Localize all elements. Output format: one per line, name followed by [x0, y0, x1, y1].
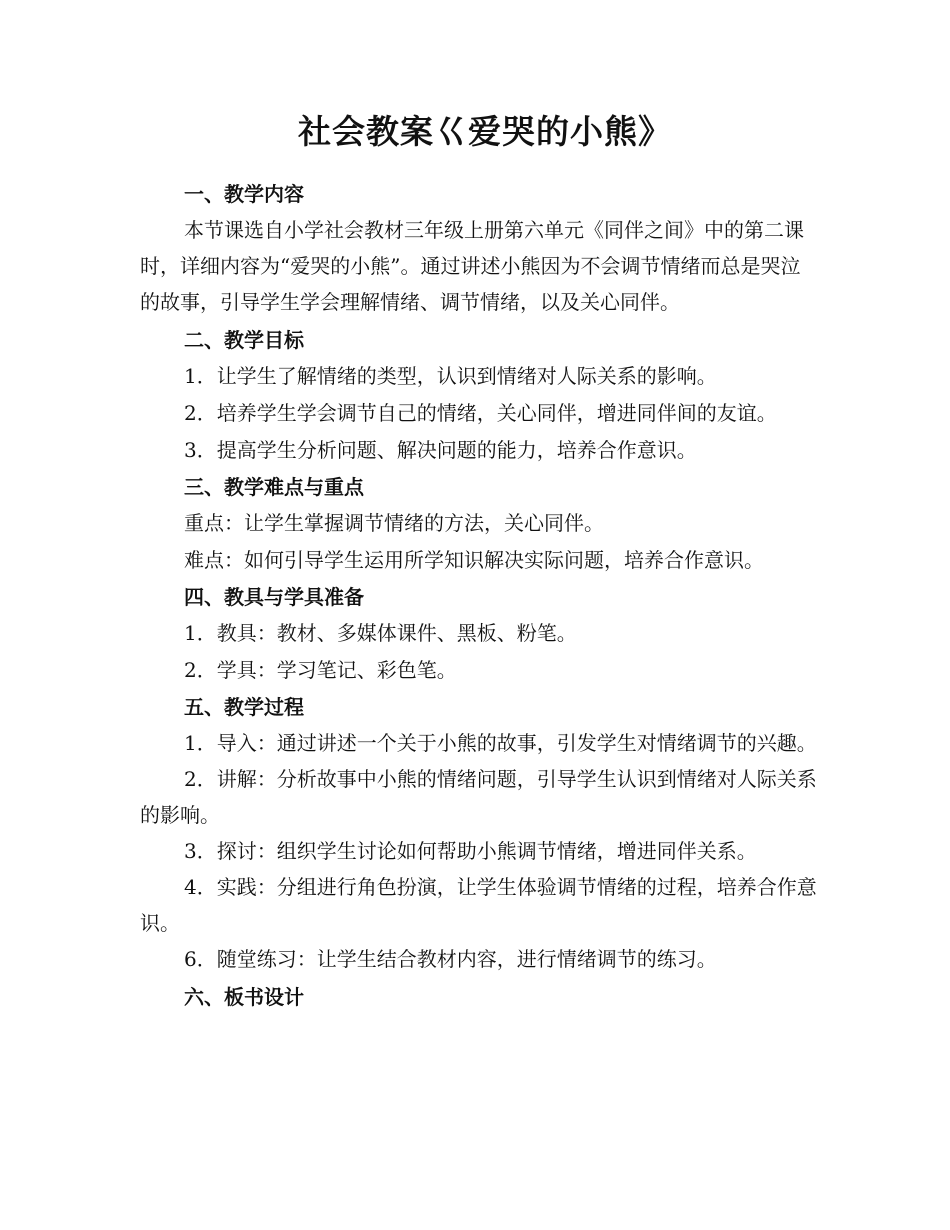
section-heading-materials: 四、教具与学具准备: [184, 585, 364, 609]
section-heading-content: 一、教学内容: [184, 182, 304, 206]
list-item: 3．探讨：组织学生讨论如何帮助小熊调节情绪，增进同伴关系。: [184, 839, 757, 863]
section-paragraph-content: 本节课选自小学社会教材三年级上册第六单元《同伴之间》中的第二课时，详细内容为“爱哭的小熊”。通过讲述小熊因为不会调节情绪而总是哭泣的故事，引导学生学会理解情绪、调节情绪，以及关心同伴。: [140, 218, 804, 314]
list-item: 6．随堂练习：让学生结合教材内容，进行情绪调节的练习。: [184, 947, 717, 971]
section-heading-goals: 二、教学目标: [184, 328, 304, 352]
list-item: 难点：如何引导学生运用所学知识解决实际问题，培养合作意识。: [184, 548, 764, 572]
list-item: 1．教具：教材、多媒体课件、黑板、粉笔。: [184, 621, 577, 645]
list-item: 3．提高学生分析问题、解决问题的能力，培养合作意识。: [184, 438, 697, 462]
section-heading-process: 五、教学过程: [184, 695, 304, 719]
list-item: 1．导入：通过讲述一个关于小熊的故事，引发学生对情绪调节的兴趣。: [184, 731, 817, 755]
list-item: 2．讲解：分析故事中小熊的情绪问题，引导学生认识到情绪对人际关系的影响。: [140, 767, 817, 827]
list-item: 2．学具：学习笔记、彩色笔。: [184, 658, 457, 682]
list-item: 1．让学生了解情绪的类型，认识到情绪对人际关系的影响。: [184, 364, 717, 388]
list-item: 4．实践：分组进行角色扮演，让学生体验调节情绪的过程，培养合作意识。: [140, 875, 817, 935]
list-item: 2．培养学生学会调节自己的情绪，关心同伴，增进同伴间的友谊。: [184, 401, 777, 425]
document-title: 社会教案巜爱哭的小熊》: [298, 112, 672, 151]
list-item: 重点：让学生掌握调节情绪的方法，关心同伴。: [184, 511, 604, 535]
section-heading-board-design: 六、板书设计: [184, 985, 304, 1009]
section-heading-key-points: 三、教学难点与重点: [184, 475, 364, 499]
document-page: [140, 110, 820, 1015]
